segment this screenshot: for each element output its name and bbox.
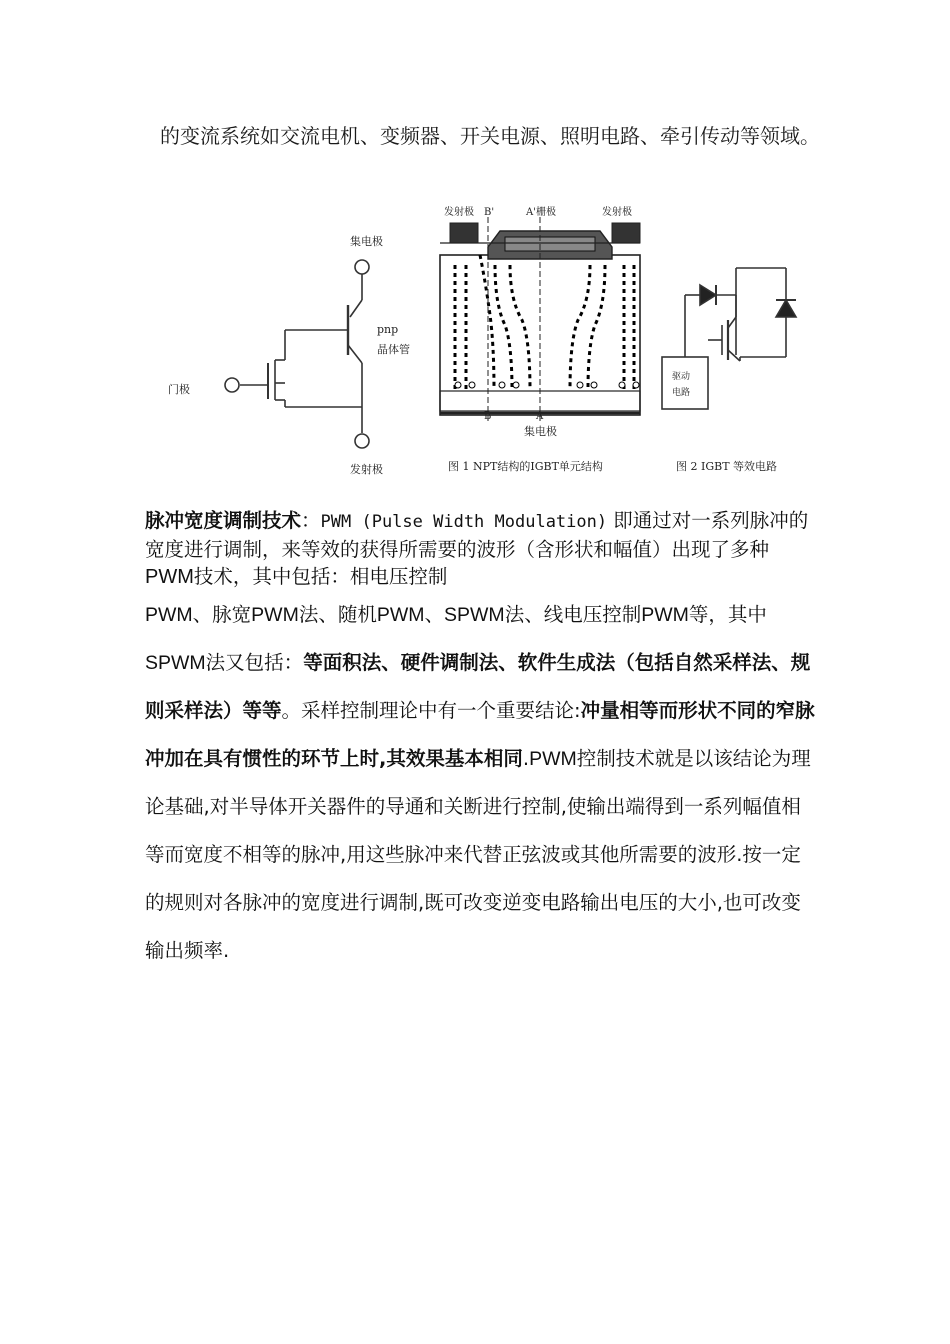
p2-term-5: PWM (641, 604, 689, 626)
p2-text-4: 法、线电压控制 (504, 603, 642, 626)
gate-terminal (225, 378, 239, 392)
p1-rest-b: 技术，其中包括：相电压控制 (193, 565, 448, 588)
gate-label: 门极 (168, 383, 190, 396)
p2-term-3: PWM (376, 604, 425, 626)
pnp-label: pnp (377, 323, 399, 336)
title-colon: ： (301, 509, 321, 532)
p2-text-9: 控制技术就是以该结论为理论基础,对半导体开关器件的导通和关断进行控制,使输出端得到一系列幅值相等而宽度不相等的脉冲,用这些脉冲来代替正弦波或其他所需要的波形.按一定的规则对各脉冲的宽度进行调制,既可改变逆变电路输出电压的大小,也可改变输出频率. (145, 747, 811, 962)
pwm-paragraph-1 (145, 507, 815, 591)
p1-rest-a: 即通过对一系列脉冲的宽度进行调制，来等效的获得所需要的波形（含形状和幅值）出现了多种 (145, 509, 809, 561)
a-prime-gate-label: A'栅极 (526, 207, 556, 218)
figure1-caption: 图 1 NPT结构的IGBT单元结构 (448, 460, 603, 473)
collector-terminal (355, 260, 369, 274)
p2-term-4: SPWM (444, 604, 505, 626)
igbt-figure (150, 195, 820, 485)
igbt-diagrams-svg (150, 195, 820, 485)
emitter-right-label: 发射极 (602, 207, 632, 218)
collector-bottom-label: 集电极 (524, 425, 557, 438)
p2-text-3: 、 (424, 603, 445, 626)
driver-label-1: 驱动 (672, 372, 691, 382)
p2-text-1: 、脉宽 (192, 603, 252, 626)
p2-text-7: 。采样控制理论中有一个重要结论: (281, 699, 581, 722)
figure2-caption: 图 2 IGBT 等效电路 (676, 460, 778, 473)
p2-term-6: SPWM (145, 652, 206, 674)
pwm-definition-mono: PWM (Pulse Width Modulation) (320, 512, 608, 532)
collector-label: 集电极 (350, 235, 383, 248)
p1-pwm-term: PWM (145, 566, 194, 588)
emitter-label: 发射极 (350, 463, 383, 476)
p2-text-6: 法又包括： (205, 651, 304, 674)
pwm-paragraph-2 (145, 591, 815, 975)
p2-text-5: 等，其中 (688, 603, 767, 626)
npt-structure (440, 217, 640, 421)
section-title: 脉冲宽度调制技术 (145, 509, 302, 532)
p2-term-9: PWM (529, 748, 577, 770)
b-bottom-label: B (484, 411, 492, 422)
p2-text-2: 法、随机 (298, 603, 377, 626)
p2-term-2: PWM (251, 604, 299, 626)
main-body (145, 507, 815, 975)
b-prime-label: B' (484, 207, 495, 218)
intro-text: 的变流系统如交流电机、变频器、开关电源、照明电路、牵引传动等领域。 (160, 124, 820, 148)
emitter-left-label: 发射极 (444, 207, 474, 218)
transistor-label: 晶体管 (377, 343, 410, 356)
methods-bold: 等面积法、硬件调制法、软件生成法（包括自然采样法、规则采样法）等等 (145, 651, 811, 722)
left-circuit (225, 260, 369, 448)
p2-text-8: . (522, 747, 530, 770)
p2-term-1: PWM (145, 604, 193, 626)
intro-paragraph (160, 118, 820, 154)
emitter-terminal (355, 434, 369, 448)
driver-label-2: 电路 (672, 388, 691, 398)
a-bottom-label: A (536, 411, 544, 422)
impulse-conclusion-bold: 冲量相等而形状不同的窄脉冲加在具有惯性的环节上时,其效果基本相同 (145, 699, 815, 770)
